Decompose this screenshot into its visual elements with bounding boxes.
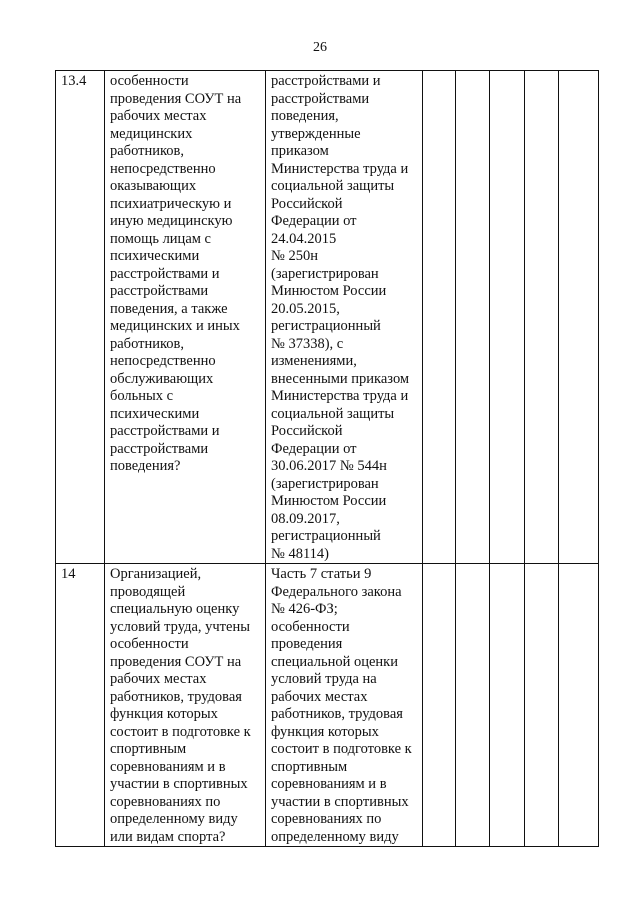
question-line: специальную оценку — [110, 601, 240, 617]
question-line: поведения, а также — [110, 300, 228, 317]
question-line: участии в спортивных — [110, 776, 248, 792]
answer-cell — [423, 71, 456, 564]
reference-line: участии в спортивных — [271, 793, 409, 810]
reference-line: работников, трудовая — [271, 706, 403, 722]
question-line: оказывающих — [110, 178, 197, 194]
question-line: обслуживающих — [110, 370, 214, 387]
reference-line: поведения, — [271, 108, 339, 124]
reference-line: расстройствами и — [271, 73, 381, 89]
answer-cell — [490, 71, 525, 564]
question-line: работников, — [110, 335, 185, 352]
legal-reference-cell — [266, 71, 423, 564]
reference-line: Минюстом России — [271, 493, 387, 509]
question-line: Организацией, — [110, 566, 202, 582]
reference-line: Федерального закона — [271, 583, 402, 600]
question-line: особенности — [110, 636, 189, 652]
answer-cell — [525, 71, 559, 564]
question-line: спортивным — [110, 741, 187, 757]
question-line: рабочих местах — [110, 671, 207, 687]
reference-line: изменениями, — [271, 353, 357, 369]
question-line: расстройствами и — [110, 265, 220, 282]
item-number-cell: 14 — [56, 564, 105, 847]
reference-line: определенному виду — [271, 828, 399, 845]
question-line: расстройствами — [110, 283, 209, 299]
reference-line: рабочих местах — [271, 688, 368, 705]
question-line: психическими — [110, 248, 200, 264]
item-number-cell: 13.4 — [56, 71, 105, 564]
reference-line: № 37338), с — [271, 335, 344, 352]
question-line: расстройствами — [110, 440, 209, 457]
reference-line: проведения — [271, 636, 343, 652]
reference-line: социальной защиты — [271, 178, 395, 194]
reference-line: Российской — [271, 195, 343, 212]
legal-reference-cell — [266, 564, 423, 847]
reference-line: спортивным — [271, 758, 348, 775]
reference-line: условий труда на — [271, 671, 377, 687]
reference-line: состоит в подготовке к — [271, 741, 412, 757]
question-line: функция которых — [110, 706, 218, 722]
question-cell — [105, 71, 266, 564]
question-line: больных с — [110, 388, 174, 404]
answer-cell — [456, 71, 490, 564]
reference-line: Министерства труда и — [271, 388, 409, 404]
reference-line: Российской — [271, 423, 343, 439]
reference-line: Часть 7 статьи 9 — [271, 566, 372, 582]
question-line: проведения СОУТ на — [110, 90, 242, 107]
reference-line: социальной защиты — [271, 405, 395, 422]
reference-line: 24.04.2015 — [271, 230, 337, 247]
question-line: поведения? — [110, 458, 181, 474]
reference-line: соревнованиях по — [271, 811, 382, 827]
question-line: работников, — [110, 143, 185, 159]
reference-line: функция которых — [271, 723, 379, 740]
question-line: особенности — [110, 73, 189, 89]
question-cell — [105, 564, 266, 847]
question-line: проведения СОУТ на — [110, 653, 242, 670]
reference-line: расстройствами — [271, 90, 370, 107]
reference-line: специальной оценки — [271, 653, 398, 670]
page-number: 26 — [313, 40, 327, 55]
reference-line: № 250н — [271, 248, 318, 264]
question-line: соревнованиях по — [110, 793, 221, 810]
question-line: психическими — [110, 405, 200, 422]
answer-cell — [525, 564, 559, 847]
question-line: непосредственно — [110, 160, 216, 177]
reference-line: особенности — [271, 618, 350, 635]
answer-cell — [456, 564, 490, 847]
answer-cell — [559, 71, 599, 564]
reference-line: № 48114) — [271, 545, 329, 562]
reference-line: Федерации от — [271, 213, 357, 229]
answer-cell — [490, 564, 525, 847]
question-line: состоит в подготовке к — [110, 723, 251, 740]
question-line: иную медицинскую — [110, 213, 233, 229]
reference-line: утвержденные — [271, 125, 361, 142]
reference-line: соревнованиям и в — [271, 776, 387, 792]
question-line: психиатрическую и — [110, 195, 232, 212]
question-line: условий труда, учтены — [110, 618, 250, 635]
question-line: или видам спорта? — [110, 828, 226, 845]
table-row — [56, 564, 599, 847]
question-line: расстройствами и — [110, 423, 220, 439]
reference-line: № 426-ФЗ; — [271, 601, 338, 617]
table-row — [56, 71, 599, 564]
answer-cell — [423, 564, 456, 847]
reference-line: Минюстом России — [271, 283, 387, 299]
checklist-body — [56, 71, 599, 847]
reference-line: 08.09.2017, — [271, 510, 340, 527]
reference-line: 30.06.2017 № 544н — [271, 458, 387, 474]
reference-line: внесенными приказом — [271, 370, 410, 387]
checklist-table — [55, 70, 599, 847]
question-line: проводящей — [110, 583, 186, 600]
reference-line: регистрационный — [271, 528, 381, 544]
question-line: медицинских и иных — [110, 318, 240, 334]
answer-cell — [559, 564, 599, 847]
reference-line: Федерации от — [271, 440, 357, 457]
reference-line: Министерства труда и — [271, 160, 409, 177]
reference-line: (зарегистрирован — [271, 265, 379, 282]
reference-line: 20.05.2015, — [271, 300, 340, 317]
question-line: медицинских — [110, 125, 193, 142]
question-line: соревнованиям и в — [110, 758, 226, 775]
question-line: непосредственно — [110, 353, 216, 369]
question-line: рабочих местах — [110, 108, 207, 124]
reference-line: приказом — [271, 143, 329, 159]
question-line: работников, трудовая — [110, 688, 242, 705]
reference-line: (зарегистрирован — [271, 475, 379, 492]
question-line: определенному виду — [110, 811, 238, 827]
reference-line: регистрационный — [271, 318, 381, 334]
question-line: помощь лицам с — [110, 230, 211, 247]
